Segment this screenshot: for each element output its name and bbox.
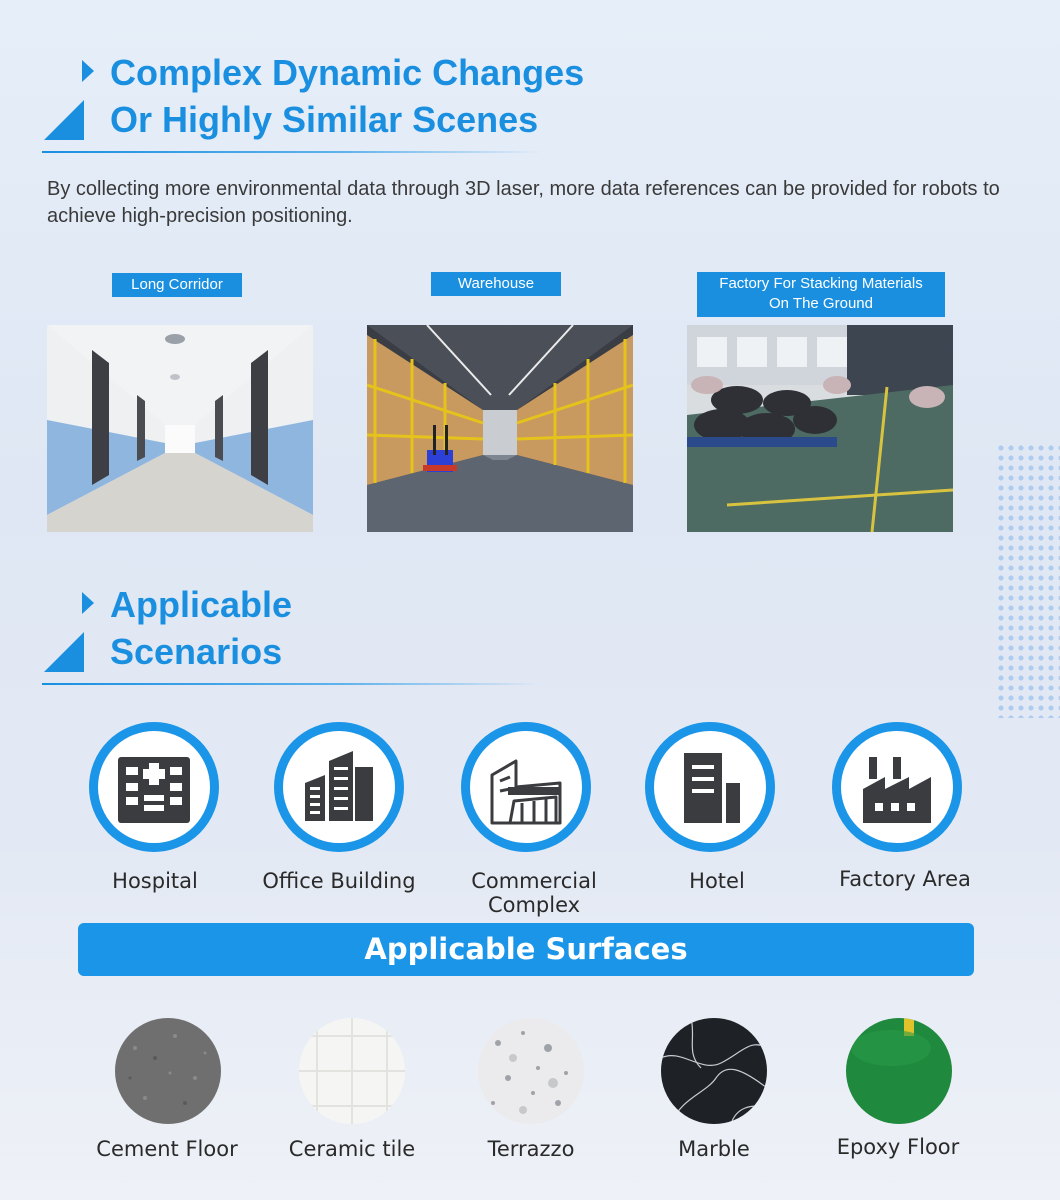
- surface-label-marble: Marble: [678, 1137, 750, 1161]
- section-title-line2: Scenarios: [110, 631, 283, 672]
- epoxy-floor-swatch: [846, 1018, 952, 1124]
- scenario-label-hotel: Hotel: [689, 869, 745, 893]
- heading-corner-icon: [44, 632, 84, 672]
- heading-arrow-icon: [82, 60, 94, 82]
- scenario-factory-area: [832, 722, 962, 852]
- surface-label-cement: Cement Floor: [96, 1137, 238, 1161]
- section-title-line1: Complex Dynamic Changes: [110, 52, 585, 93]
- ceramic-tile-swatch: [299, 1018, 405, 1124]
- corridor-photo: [47, 325, 313, 532]
- factory-floor-photo: [687, 325, 953, 532]
- scenario-commercial-complex: [461, 722, 591, 852]
- terrazzo-swatch: [478, 1018, 584, 1124]
- scenario-label-commercial-complex: Commercial Complex: [471, 869, 597, 917]
- marble-swatch: [661, 1018, 767, 1124]
- section-title-line1: Applicable: [110, 584, 293, 625]
- scenario-label-factory-area: Factory Area: [839, 867, 971, 891]
- cement-floor-swatch: [115, 1018, 221, 1124]
- warehouse-photo: [367, 325, 633, 532]
- scene-label-factory-line1: Factory For Stacking Materials: [719, 275, 923, 292]
- surface-label-terrazzo: Terrazzo: [487, 1137, 575, 1161]
- office-building-icon: [283, 731, 395, 843]
- heading-arrow-icon: [82, 592, 94, 614]
- section-title-line2: Or Highly Similar Scenes: [110, 99, 539, 140]
- surface-label-ceramic-tile: Ceramic tile: [288, 1137, 416, 1161]
- section-title-scenes: [110, 49, 584, 143]
- hospital-icon: [98, 731, 210, 843]
- section-divider: [42, 683, 542, 685]
- dot-pattern-decoration: [996, 443, 1060, 718]
- surfaces-banner: Applicable Surfaces: [78, 923, 974, 976]
- factory-icon: [841, 731, 953, 843]
- hotel-icon: [654, 731, 766, 843]
- scenario-hospital: [89, 722, 219, 852]
- scenario-label-hospital: Hospital: [112, 869, 198, 893]
- scenario-office-building: [274, 722, 404, 852]
- surface-label-epoxy: Epoxy Floor: [836, 1135, 960, 1159]
- commercial-complex-icon: [470, 731, 582, 843]
- scene-label-corridor: Long Corridor: [112, 273, 242, 297]
- heading-corner-icon: [44, 100, 84, 140]
- scene-label-factory: [697, 272, 945, 317]
- section-title-scenarios: [110, 581, 292, 675]
- scene-label-factory-line2: On The Ground: [769, 295, 873, 312]
- section-description: By collecting more environmental data through 3D laser, more data references can be provided for robots to achieve high-precision positioning.: [47, 178, 1000, 227]
- scenario-hotel: [645, 722, 775, 852]
- scenario-label-office-building: Office Building: [262, 869, 416, 893]
- scene-label-warehouse: Warehouse: [431, 272, 561, 296]
- section-divider: [42, 151, 542, 153]
